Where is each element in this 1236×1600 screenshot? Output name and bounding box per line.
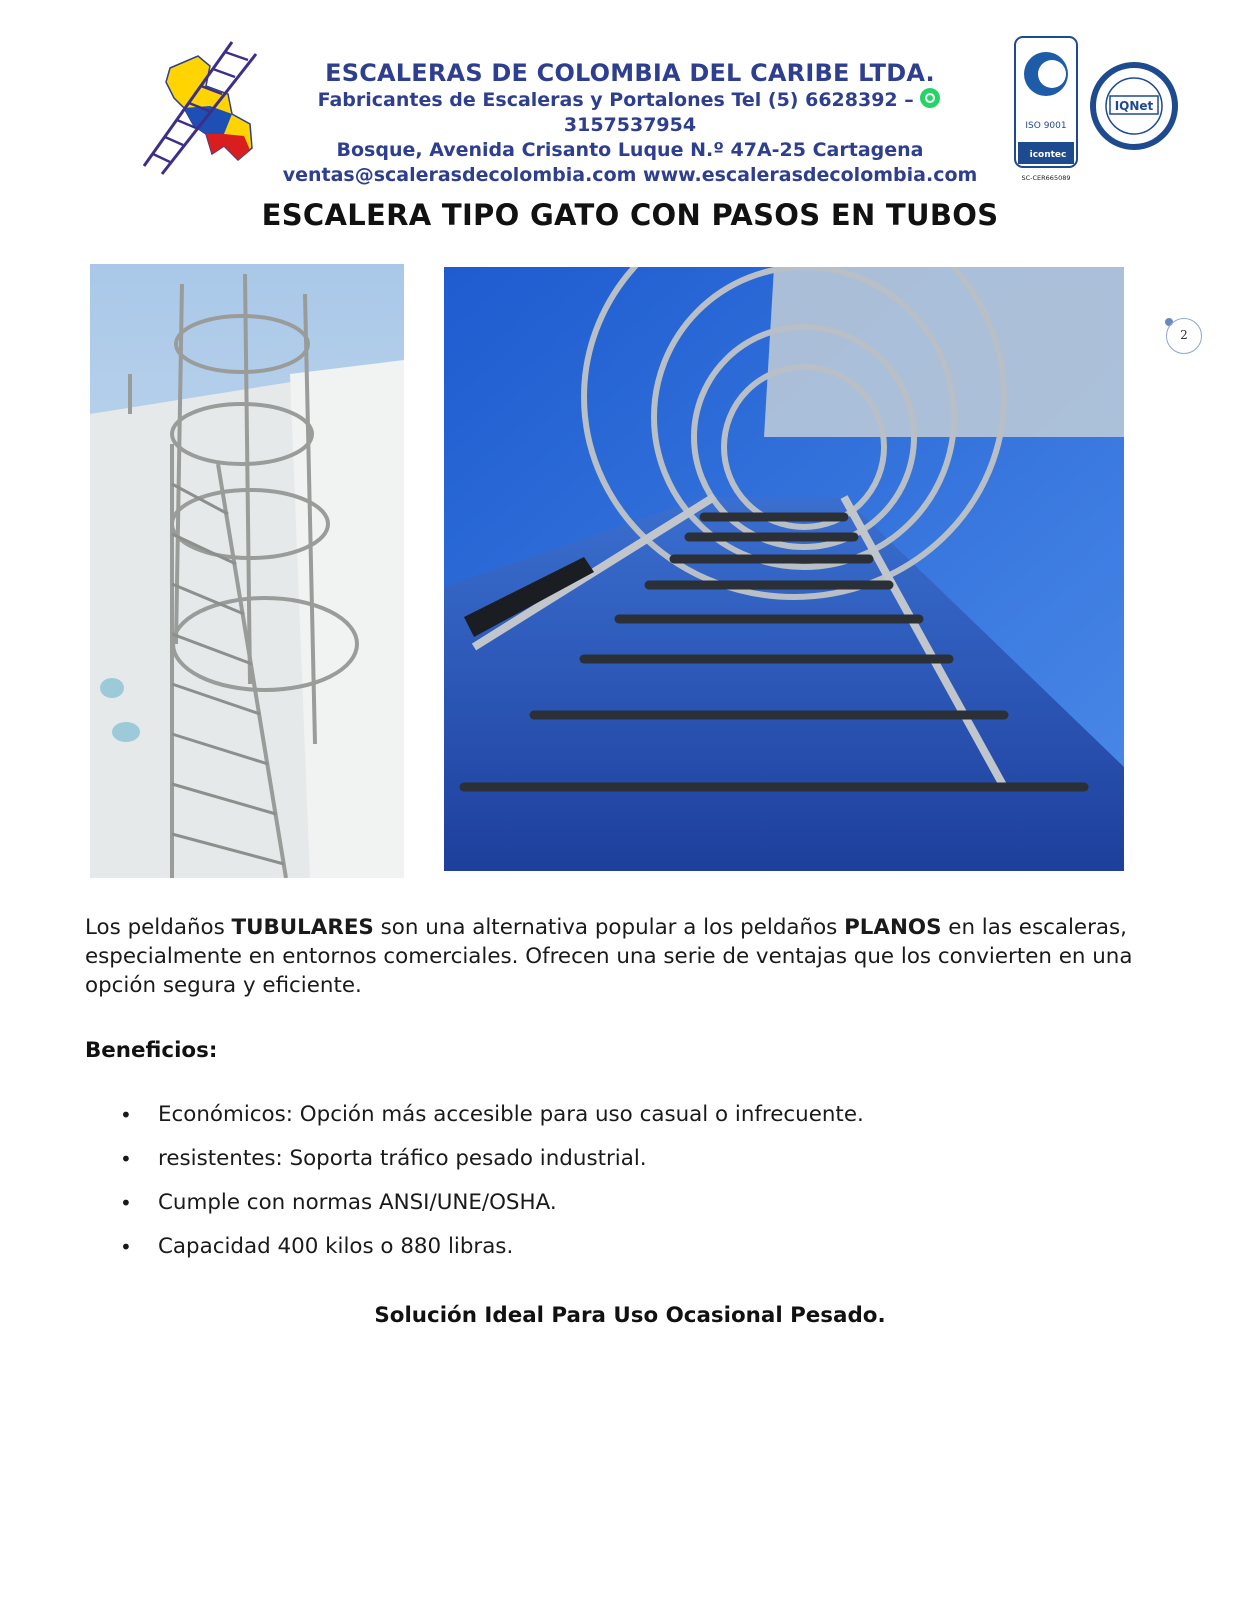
cage-ladder-photo (90, 264, 404, 878)
company-name: ESCALERAS DE COLOMBIA DEL CARIBE LTDA. (325, 59, 935, 87)
page-number: 2 (1166, 318, 1202, 354)
intro-text-3: en las escaleras, especialmente en entornos comerciales. Ofrecen una serie de ventajas que los convierten en una opción segura y eficiente. (85, 915, 1133, 998)
iqnet-badge (1090, 50, 1178, 162)
company-logo (140, 38, 272, 178)
intro-text-1: Los peldaños (85, 915, 232, 940)
company-address: Bosque, Avenida Crisanto Luque N.º 47A-25 Cartagena (336, 139, 924, 161)
cert-code: SC-CER665089 (1021, 174, 1071, 182)
whatsapp-icon (920, 88, 940, 108)
company-info (270, 58, 990, 188)
ladder-view-photo (444, 267, 1124, 871)
iso-9001-badge (1014, 36, 1082, 186)
benefits-list (120, 1100, 1120, 1276)
intro-bold-tubulares: TUBULARES (231, 915, 374, 940)
intro-text-2: son una alternativa popular a los peldaños (373, 915, 845, 940)
company-phone-text: Fabricantes de Escaleras y Portalones Tel (5) 6628392 – (317, 89, 921, 111)
icontec-label: icontec (1029, 150, 1067, 160)
list-item: • Capacidad 400 kilos o 880 libras. (120, 1232, 1120, 1276)
list-item: • Económicos: Opción más accesible para uso casual o infrecuente. (120, 1100, 1120, 1144)
iso-label: ISO 9001 (1025, 121, 1067, 131)
company-phones (270, 88, 990, 138)
page-title: ESCALERA TIPO GATO CON PASOS EN TUBOS (261, 198, 999, 232)
benefits-heading: Beneficios: (85, 1038, 218, 1063)
intro-paragraph (85, 913, 1135, 1000)
closing-statement: Solución Ideal Para Uso Ocasional Pesado. (374, 1303, 886, 1328)
whatsapp-number: 3157537954 (563, 114, 697, 136)
list-item: • resistentes: Soporta tráfico pesado industrial. (120, 1144, 1120, 1188)
list-item: • Cumple con normas ANSI/UNE/OSHA. (120, 1188, 1120, 1232)
iqnet-label: IQNet (1114, 99, 1154, 113)
company-contact: ventas@scalerasdecolombia.com www.escalerasdecolombia.com (282, 164, 978, 186)
intro-bold-planos: PLANOS (844, 915, 942, 940)
